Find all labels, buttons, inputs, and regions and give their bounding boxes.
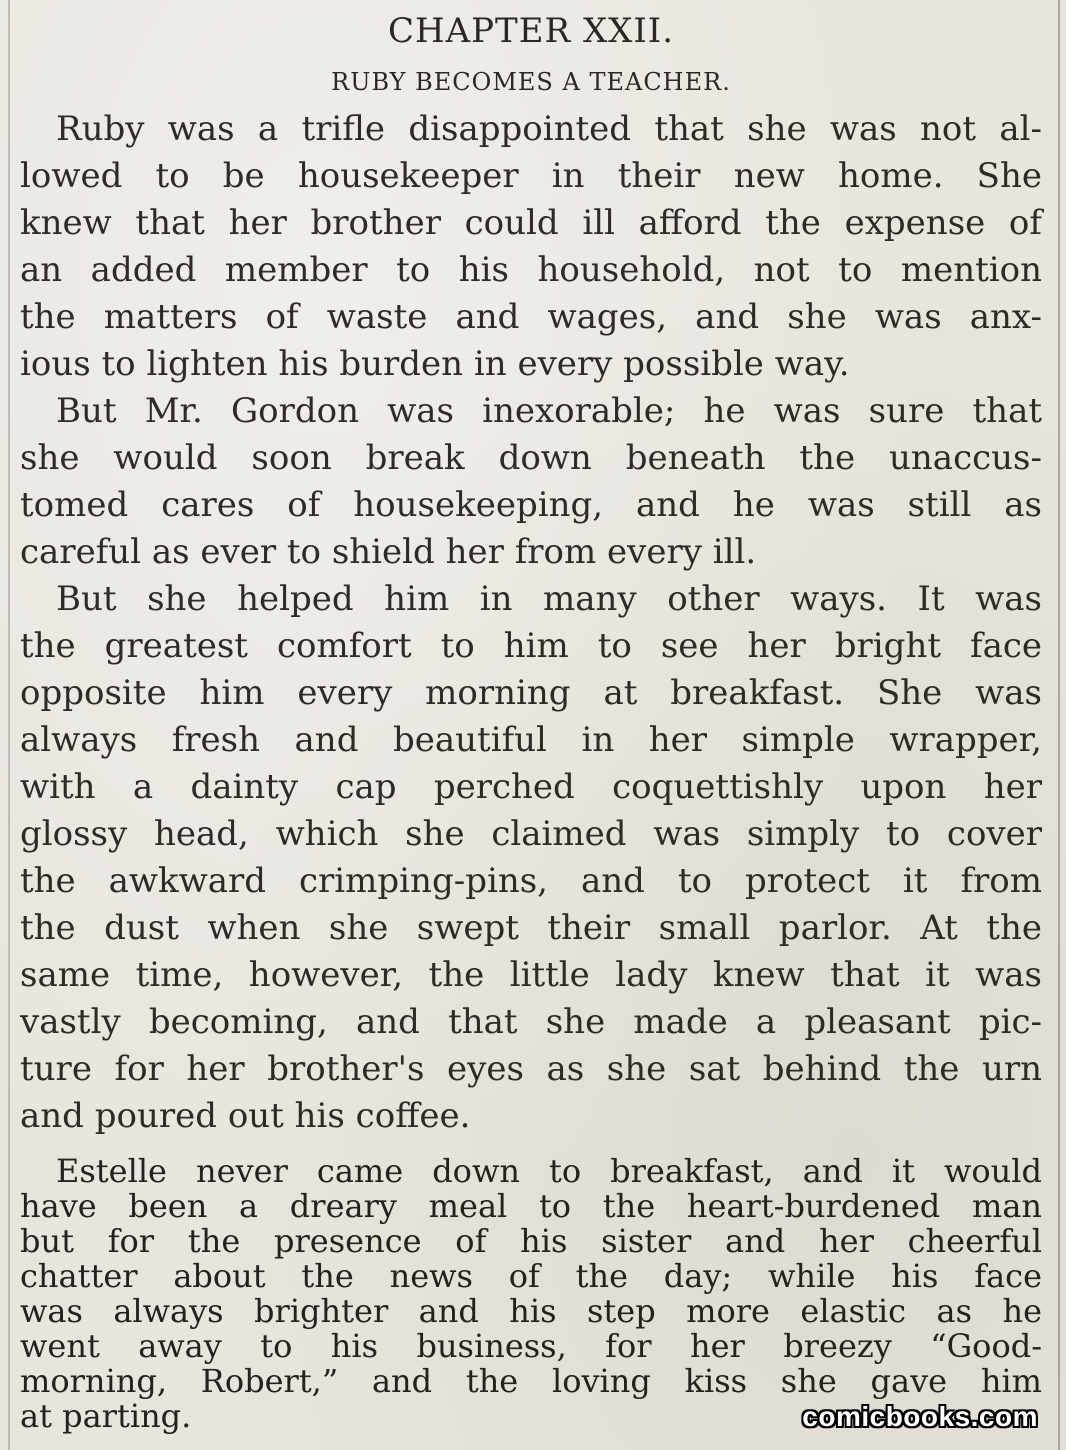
text-line: lowed to be housekeeper in their new home. She xyxy=(20,156,1042,196)
text-line: opposite him every morning at breakfast. She was xyxy=(20,673,1042,713)
text-line: vastly becoming, and that she made a pleasant pic- xyxy=(20,1002,1042,1042)
text-line: the dust when she swept their small parlor. At the xyxy=(20,908,1042,948)
text-line: an added member to his household, not to mention xyxy=(20,250,1042,290)
paragraph-3 xyxy=(20,576,1042,1140)
text-line: the matters of waste and wages, and she was anx- xyxy=(20,297,1042,337)
text-line: went away to his business, for her breezy “Good- xyxy=(20,1327,1042,1365)
text-line: same time, however, the little lady knew that it was xyxy=(20,955,1042,995)
text-line: always fresh and beautiful in her simple wrapper, xyxy=(20,720,1042,760)
text-line: knew that her brother could ill afford the expense of xyxy=(20,203,1042,243)
text-line: chatter about the news of the day; while his face xyxy=(20,1257,1042,1295)
paragraph-4 xyxy=(20,1154,1042,1434)
text-line: But Mr. Gordon was inexorable; he was sure that xyxy=(56,391,1042,431)
text-line: with a dainty cap perched coquettishly upon her xyxy=(20,767,1042,807)
article xyxy=(20,10,1042,1434)
chapter-subtitle: RUBY BECOMES A TEACHER. xyxy=(331,68,731,96)
text-line: Estelle never came down to breakfast, and it would xyxy=(56,1152,1042,1190)
paragraph-1 xyxy=(20,106,1042,388)
text-line: tomed cares of housekeeping, and he was still as xyxy=(20,485,1042,525)
text-line: morning, Robert,” and the loving kiss she gave him xyxy=(20,1362,1042,1400)
text-line: but for the presence of his sister and her cheerful xyxy=(20,1222,1042,1260)
text-line: the greatest comfort to him to see her bright face xyxy=(20,626,1042,666)
text-line: and poured out his coffee. xyxy=(20,1096,471,1136)
text-line: But she helped him in many other ways. It was xyxy=(56,579,1042,619)
watermark-logo: comicbooks.com xyxy=(802,1401,1038,1432)
paragraph-2 xyxy=(20,388,1042,576)
text-line: Ruby was a trifle disappointed that she was not al- xyxy=(56,109,1042,149)
chapter-title: CHAPTER XXII. xyxy=(387,11,675,51)
text-line: have been a dreary meal to the heart-burdened man xyxy=(20,1187,1042,1225)
text-line: ture for her brother's eyes as she sat behind the urn xyxy=(20,1049,1042,1089)
column-rule-left xyxy=(8,0,10,1450)
text-line: careful as ever to shield her from every ill. xyxy=(20,532,757,572)
text-line: the awkward crimping-pins, and to protect it from xyxy=(20,861,1042,901)
column-rule-right xyxy=(1058,0,1060,1450)
text-line: at parting. xyxy=(20,1397,192,1435)
text-line: she would soon break down beneath the unaccus- xyxy=(20,438,1042,478)
text-line: ious to lighten his burden in every possible way. xyxy=(20,344,850,384)
text-line: was always brighter and his step more elastic as he xyxy=(20,1292,1042,1330)
text-line: glossy head, which she claimed was simply to cover xyxy=(20,814,1042,854)
